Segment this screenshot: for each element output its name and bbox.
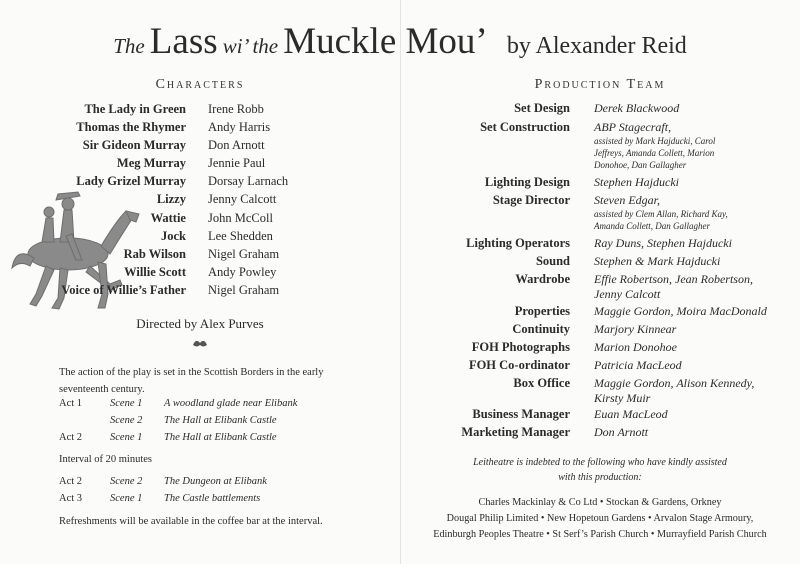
cast-role: The Lady in Green (84, 102, 186, 116)
cast-row (40, 263, 360, 281)
cast-actor: Jennie Paul (208, 156, 266, 171)
cast-actor: Dorsay Larnach (208, 174, 289, 189)
team-member (594, 304, 794, 319)
team-member (594, 175, 794, 190)
team-member-name: Stephen Hajducki (594, 175, 679, 189)
cast-actor: Andy Powley (208, 264, 277, 279)
interval-text: Interval of 20 minutes (59, 454, 153, 465)
cast-role: Jock (161, 228, 186, 243)
team-member-name: Marjory Kinnear (594, 322, 677, 336)
production-heading: Production Team (534, 77, 666, 92)
team-member (594, 193, 794, 232)
cast-role: Wattie (150, 210, 186, 225)
cast-row (40, 281, 360, 299)
cast-row (40, 227, 360, 245)
title-word-muckle: Muckle Mou’ (283, 21, 488, 62)
scene-desc: The Dungeon at Elibank (164, 476, 267, 487)
scene-desc: The Hall at Elibank Castle (164, 432, 277, 443)
team-member-assist: assisted by Clem Allan, Richard Kay, Amanda Collett, Dan Gallagher (594, 209, 728, 231)
team-role: FOH Photographs (471, 340, 570, 354)
team-member-name: Don Arnott (594, 425, 649, 439)
team-member-name: Euan MacLeod (594, 407, 668, 421)
team-role: FOH Co-ordinator (468, 358, 570, 372)
team-role: Continuity (512, 322, 570, 336)
cast-row (40, 136, 360, 154)
cast-role: Willie Scott (124, 264, 186, 279)
title-byline: by Alexander Reid (506, 33, 687, 59)
refreshments-text: Refreshments will be available in the coffee bar at the interval. (59, 516, 323, 527)
scene-desc: The Castle battlements (164, 493, 261, 504)
directed-by: Directed by Alex Purves (136, 316, 264, 331)
acknowledgements (400, 455, 800, 543)
thanks-line: Edinburgh Peoples Theatre • St Serf’s Parish Church • Murrayfield Parish Church (433, 529, 767, 540)
team-member-name: Maggie Gordon, Alison Kennedy, Kirsty Muir (594, 376, 755, 405)
cast-actor: Andy Harris (208, 120, 271, 135)
cast-role: Voice of Willie’s Father (61, 282, 186, 297)
team-member (594, 272, 779, 302)
scene-desc: The Hall at Elibank Castle (164, 415, 277, 426)
team-member-name: Marion Donohoe (594, 340, 677, 354)
thanks-line: Dougal Philip Limited • New Hopetoun Gardens • Arvalon Stage Armoury, (446, 513, 754, 524)
cast-actor: John McColl (208, 210, 273, 225)
team-member-name: ABP Stagecraft, (594, 120, 672, 134)
act-label: Act 3 (59, 493, 83, 504)
cast-row (40, 172, 360, 190)
thanks-line: Charles Mackinlay & Co Ltd • Stockan & Gardens, Orkney (478, 497, 722, 508)
team-role: Lighting Operators (466, 236, 570, 250)
team-role: Stage Director (492, 193, 570, 207)
cast-role: Sir Gideon Murray (82, 138, 186, 153)
scene-label: Scene 1 (110, 398, 143, 409)
title-prefix: The (113, 34, 145, 58)
team-member-name: Patricia MacLeod (594, 358, 682, 372)
cast-role: Thomas the Rhymer (76, 120, 186, 135)
act-label: Act 1 (59, 398, 83, 409)
cast-list (40, 100, 360, 299)
team-member-name: Stephen & Mark Hajducki (594, 254, 721, 268)
thanks-list (400, 495, 800, 543)
setting-intro: The action of the play is set in the Scottish Borders in the early seventeenth century. (59, 367, 324, 395)
scene-label: Scene 2 (110, 476, 143, 487)
team-role: Properties (514, 304, 570, 318)
cast-role: Lady Grizel Murray (76, 174, 186, 189)
team-role: Wardrobe (515, 272, 570, 286)
team-member (594, 254, 794, 269)
cast-role: Lizzy (156, 192, 186, 207)
title-mid: wi’ the (222, 34, 279, 58)
cast-actor: Don Arnott (208, 138, 265, 153)
cast-actor: Irene Robb (208, 102, 264, 116)
play-title (0, 20, 800, 63)
cast-row (40, 100, 360, 118)
team-member (594, 358, 794, 373)
cast-role: Rab Wilson (123, 246, 186, 261)
team-role: Lighting Design (484, 175, 570, 189)
team-member-name: Derek Blackwood (594, 101, 680, 115)
team-role: Business Manager (472, 407, 570, 421)
team-member (594, 425, 794, 440)
cast-row (40, 154, 360, 172)
team-member-name: Maggie Gordon, Moira MacDonald (594, 304, 767, 318)
team-role: Set Construction (480, 120, 570, 134)
team-member (594, 376, 779, 406)
team-member (594, 340, 794, 355)
team-member (594, 120, 794, 171)
act-label: Act 2 (59, 476, 83, 487)
team-role: Marketing Manager (461, 425, 570, 439)
cast-row (40, 209, 360, 227)
cast-row (40, 190, 360, 208)
cast-role: Meg Murray (116, 156, 186, 171)
team-role: Box Office (513, 376, 570, 390)
team-member-name: Steven Edgar, (594, 193, 660, 207)
scene-label: Scene 1 (110, 432, 143, 443)
scene-label: Scene 1 (110, 493, 143, 504)
team-role: Sound (535, 254, 570, 268)
team-member (594, 322, 794, 337)
cast-row (40, 118, 360, 136)
cast-row (40, 245, 360, 263)
flourish-ornament-icon (191, 336, 209, 350)
team-member (594, 236, 794, 251)
cast-actor: Nigel Graham (208, 246, 280, 261)
team-role: Set Design (514, 101, 570, 115)
cast-actor: Jenny Calcott (208, 192, 277, 207)
scene-desc: A woodland glade near Elibank (164, 398, 298, 409)
cast-actor: Nigel Graham (208, 282, 280, 297)
title-word-lass: Lass (149, 21, 218, 62)
act-label: Act 2 (59, 432, 83, 443)
thanks-intro: Leitheatre is indebted to the following who have kindly assisted with this production: (473, 457, 727, 483)
cast-actor: Lee Shedden (208, 228, 273, 243)
team-member (594, 101, 794, 116)
characters-heading: Characters (155, 77, 245, 92)
scene-label: Scene 2 (110, 415, 143, 426)
team-member (594, 407, 794, 422)
team-member-name: Effie Robertson, Jean Robertson, Jenny Calcott (594, 272, 753, 301)
team-member-assist: assisted by Mark Hajducki, Carol Jeffreys, Amanda Collett, Marion Donohoe, Dan Gallagher (594, 136, 716, 170)
team-member-name: Ray Duns, Stephen Hajducki (594, 236, 732, 250)
